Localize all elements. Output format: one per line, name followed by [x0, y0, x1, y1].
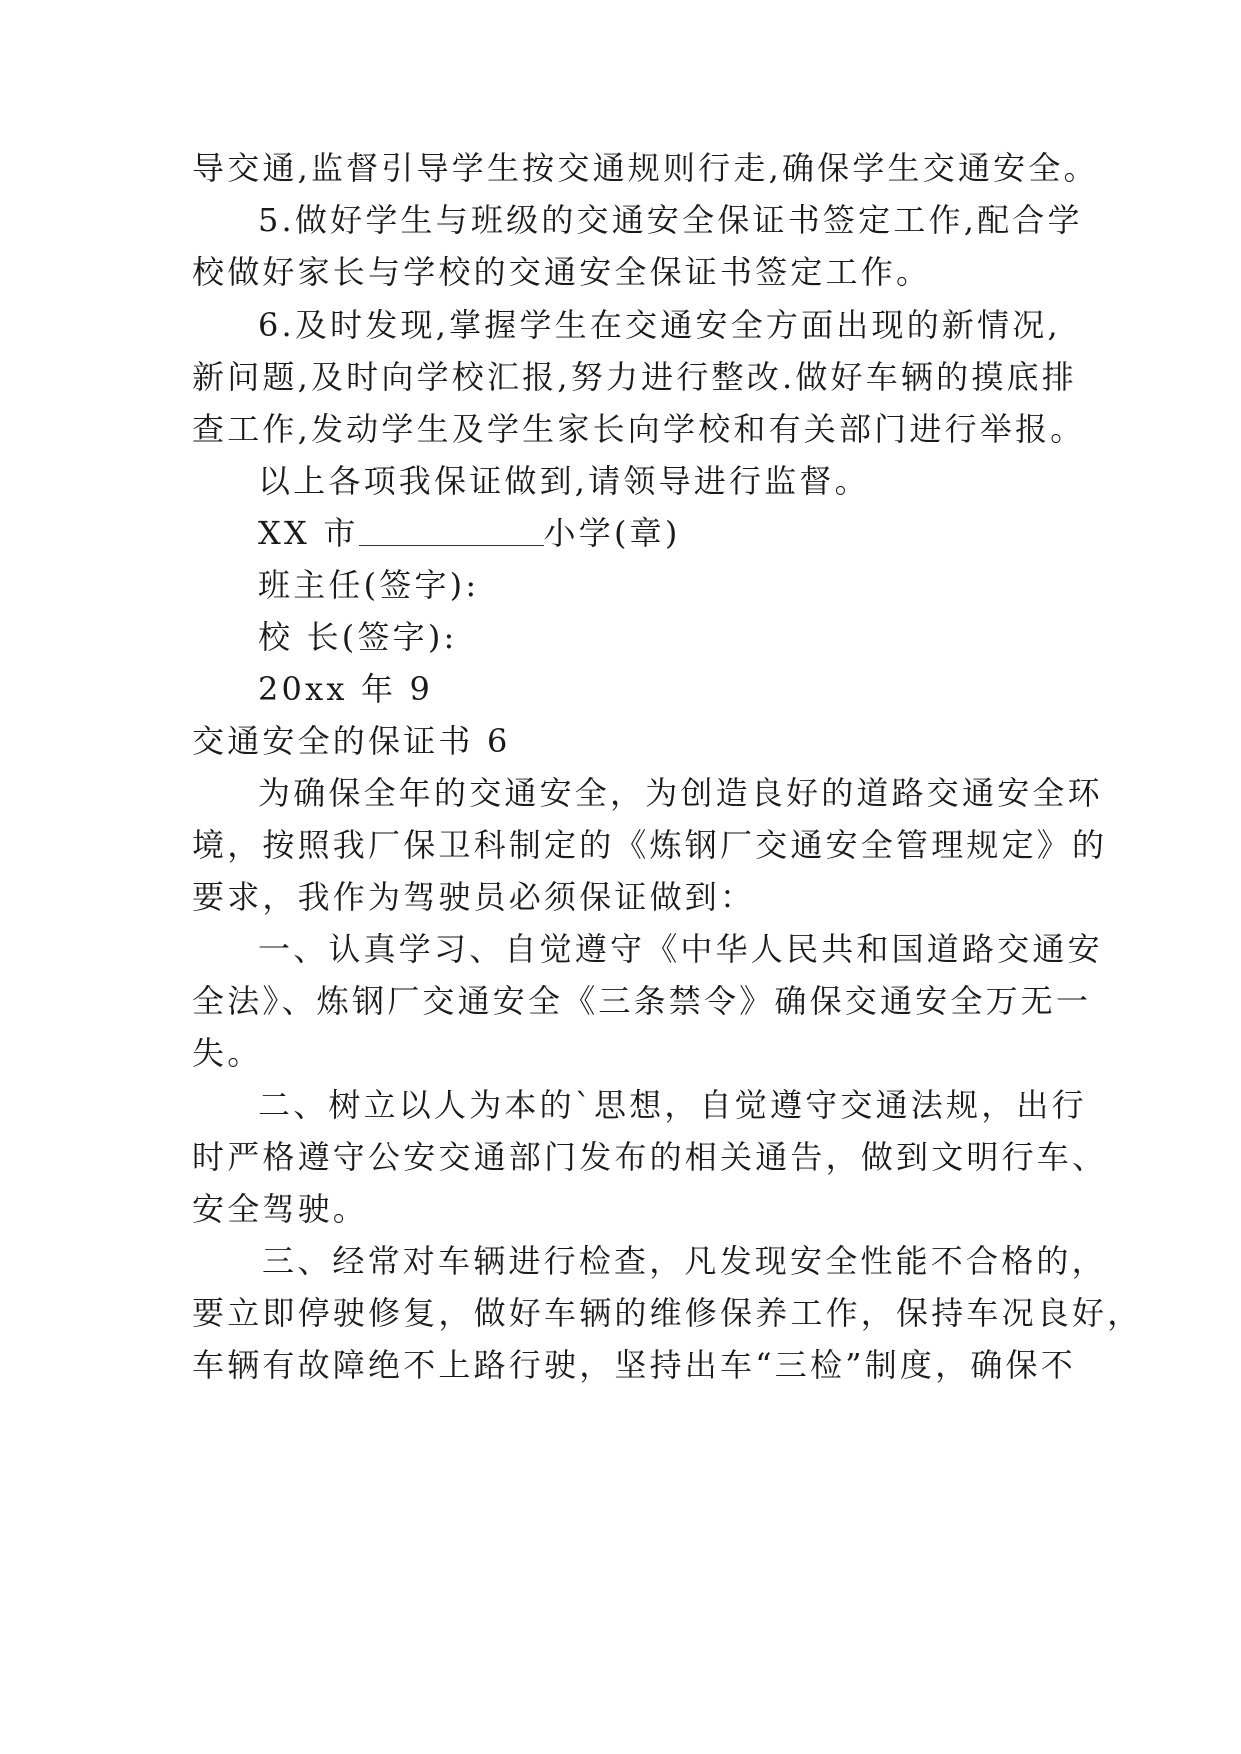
principal-signature-line: 校 长(签字): — [258, 618, 458, 656]
paragraph-line: 5.做好学生与班级的交通安全保证书签定工作,配合学 — [258, 201, 1083, 239]
paragraph-line: 三、经常对车辆进行检查，凡发现安全性能不合格的， — [262, 1242, 1107, 1280]
paragraph-line: 全法》、炼钢厂交通安全《三条禁令》确保交通安全万无一 — [192, 982, 1092, 1020]
paragraph-line: 境，按照我厂保卫科制定的《炼钢厂交通安全管理规定》的 — [192, 826, 1108, 864]
paragraph-line: 校做好家长与学校的交通安全保证书签定工作。 — [192, 253, 932, 291]
paragraph-line: 失。 — [192, 1034, 263, 1072]
paragraph-line: 安全驾驶。 — [192, 1190, 369, 1228]
paragraph-line: 导交通,监督引导学生按交通规则行走,确保学生交通安全。 — [192, 149, 1099, 187]
paragraph-line: 车辆有故障绝不上路行驶，坚持出车“三检”制度，确保不 — [192, 1346, 1076, 1384]
date-line: 20xx 年 9 — [258, 670, 434, 708]
paragraph-line: 一、认真学习、自觉遵守《中华人民共和国道路交通安 — [258, 930, 1103, 968]
paragraph-line: 二、树立以人为本的`思想，自觉遵守交通法规，出行 — [258, 1086, 1087, 1124]
paragraph-line: 查工作,发动学生及学生家长向学校和有关部门进行举报。 — [192, 410, 1086, 448]
school-seal-line — [258, 513, 681, 553]
paragraph-line: 要求，我作为驾驶员必须保证做到： — [192, 878, 756, 916]
paragraph-line: 6.及时发现,掌握学生在交通安全方面出现的新情况, — [258, 306, 1061, 344]
school-label: 小学(章) — [543, 514, 681, 552]
paragraph-line: 时严格遵守公安交通部门发布的相关通告，做到文明行车、 — [192, 1138, 1108, 1176]
section-heading: 交通安全的保证书 6 — [192, 722, 511, 760]
paragraph-line: 为确保全年的交通安全，为创造良好的道路交通安全环 — [258, 774, 1103, 812]
paragraph-line: 要立即停驶修复，做好车辆的维修保养工作，保持车况良好， — [192, 1294, 1143, 1332]
paragraph-line: 新问题,及时向学校汇报,努力进行整改.做好车辆的摸底排 — [192, 358, 1077, 396]
city-label: XX 市 — [258, 514, 359, 552]
blank-underline — [359, 515, 544, 546]
teacher-signature-line: 班主任(签字): — [258, 566, 480, 604]
paragraph-line: 以上各项我保证做到,请领导进行监督。 — [258, 462, 870, 500]
